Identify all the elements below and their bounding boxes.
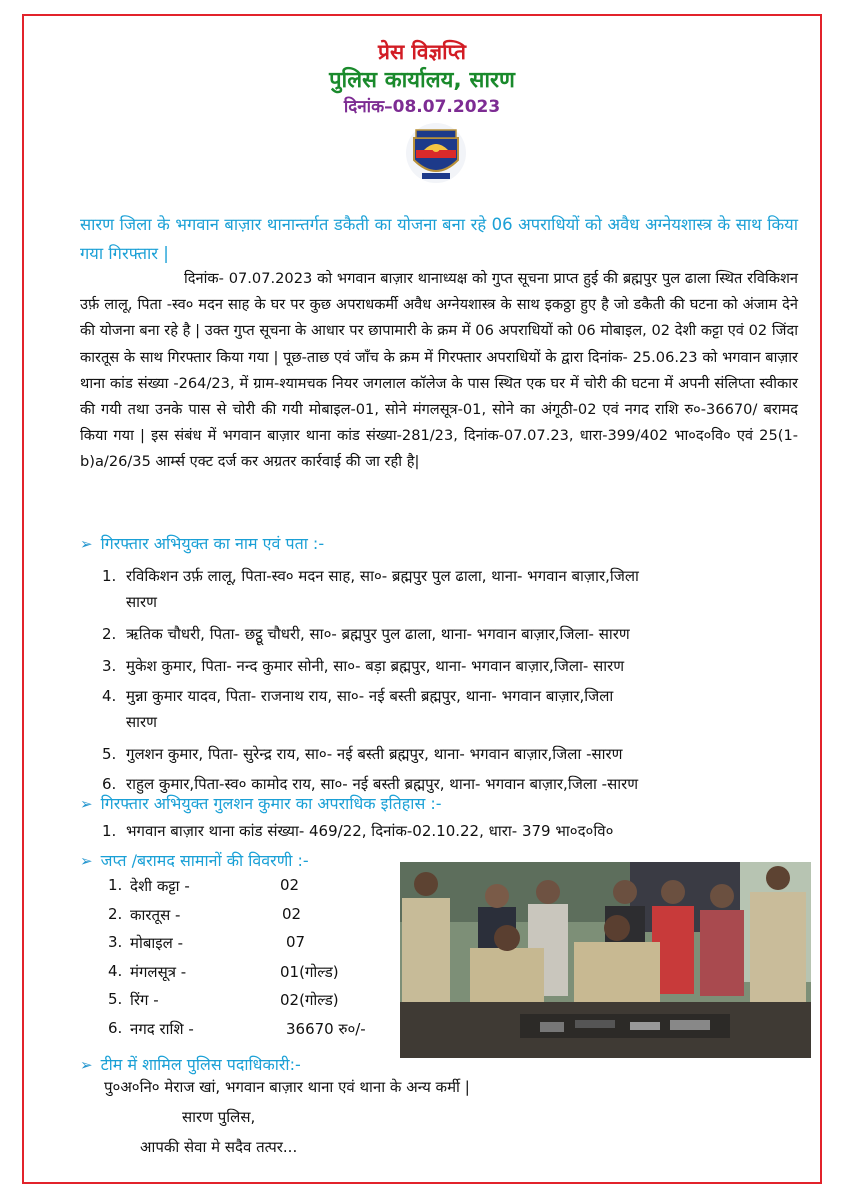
arrow-bullet-icon: ➢ bbox=[80, 852, 93, 870]
arrow-bullet-icon: ➢ bbox=[80, 535, 93, 553]
body-text: दिनांक- 07.07.2023 को भगवान बाज़ार थानाध्यक्ष को गुप्त सूचना प्राप्त हुई की ब्रह्मपुर पुल ढाला स्थित रविकिशन उर्फ़ लालू, पिता -स्व० मदन साह के घर पर कुछ अपराधकर्मी अवैध अग्नेयशास्त्र के साथ इकठ्ठा हुए है जो डकैती की घटना को अंजाम देने की योजना बना रहे है | उक्त गुप्त सूचना के आधार पर छापामारी के क्रम में 06 अपराधियों को 06 मोबाइल, 02 देशी कट्टा एवं 02 जिंदा कारतूस के साथ गिरफ्तार किया गया | पूछ-ताछ एवं जाँच के क्रम में गिरफ्तार अपराधियों के द्वारा दिनांक- 25.06.23 को भगवान बाज़ार थाना कांड संख्या -264/23, में ग्राम-श्यामचक नियर जगलाल कॉलेज के पास स्थित एक घर में चोरी की घटना में अपनी संलिप्ता स्वीकार की गयी तथा उनके पास से चोरी की गयी मोबाइल-01, सोने मंगलसूत्र-01, सोने का अंगूठी-02 एवं नगद राशि रु०-36670/ बरामद किया गया | इस संबंध में भगवान बाज़ार थाना कांड संख्या-281/23, दिनांक-07.07.23, धारा-399/402 भा०द०वि० एवं 25(1-b)a/26/35 आर्म्स एक्ट दर्ज कर अग्रतर कार्रवाई की जा रही है| bbox=[80, 270, 798, 471]
list-item: 5. गुलशन कुमार, पिता- सुरेन्द्र राय, सा०- नई बस्ती ब्रह्मपुर, थाना- भगवान बाज़ार,जिला -सारण bbox=[102, 745, 623, 763]
list-item: 3. मुकेश कुमार, पिता- नन्द कुमार सोनी, सा०- बड़ा ब्रह्मपुर, थाना- भगवान बाज़ार,जिला- सारण bbox=[102, 657, 625, 675]
list-item: 2. कारतूस - 02 bbox=[108, 904, 302, 924]
seized-items-list bbox=[80, 876, 410, 1047]
list-item: 4. मंगलसूत्र - 01(गोल्ड) bbox=[108, 961, 339, 981]
section-seized-heading: ➢ जप्त /बरामद सामानों की विवरणी :- bbox=[80, 851, 309, 870]
list-item: 2. ऋतिक चौधरी, पिता- छट्ठू चौधरी, सा०- ब्रह्मपुर पुल ढाला, थाना- भगवान बाज़ार,जिला- सारण bbox=[102, 625, 630, 643]
body-paragraph bbox=[80, 266, 798, 476]
list-item: 5. रिंग - 02(गोल्ड) bbox=[108, 990, 339, 1009]
arrow-bullet-icon: ➢ bbox=[80, 1056, 93, 1074]
list-item: 4. मुन्ना कुमार यादव, पिता- राजनाथ राय, सा०- नई बस्ती ब्रह्मपुर, थाना- भगवान बाज़ार,जिला सारण bbox=[102, 687, 614, 731]
list-item: 1. भगवान बाज़ार थाना कांड संख्या- 469/22, दिनांक-02.10.22, धारा- 379 भा०द०वि० bbox=[102, 822, 614, 840]
office-title: पुलिस कार्यालय, सारण bbox=[329, 68, 515, 93]
press-release-title: प्रेस विज्ञप्ति bbox=[378, 40, 466, 64]
signoff-tagline: आपकी सेवा मे सदैव तत्पर... bbox=[140, 1138, 298, 1156]
list-item: 3. मोबाइल - 07 bbox=[108, 933, 306, 952]
section-arrested-heading: ➢ गिरफ्तार अभियुक्त का नाम एवं पता :- bbox=[80, 534, 325, 553]
list-item: 1. रविकिशन उर्फ़ लालू, पिता-स्व० मदन साह, सा०- ब्रह्मपुर पुल ढाला, थाना- भगवान बाज़ार,जिला सारण bbox=[102, 567, 639, 611]
section-team-heading: ➢ टीम में शामिल पुलिस पदाधिकारी:- bbox=[80, 1055, 301, 1074]
list-item: 1. देशी कट्टा - 02 bbox=[108, 876, 300, 895]
section-history-heading: ➢ गिरफ्तार अभियुक्त गुलशन कुमार का अपराधिक इतिहास :- bbox=[80, 794, 442, 813]
list-item: 6. नगद राशि - 36670 रु०/- bbox=[108, 1018, 366, 1038]
signoff-name: सारण पुलिस, bbox=[182, 1108, 256, 1126]
arrow-bullet-icon: ➢ bbox=[80, 795, 93, 813]
list-item: 6. राहुल कुमार,पिता-स्व० कामोद राय, सा०- नई बस्ती ब्रह्मपुर, थाना- भगवान बाज़ार,जिला -सारण bbox=[102, 775, 639, 793]
arrested-list bbox=[80, 563, 798, 797]
team-members: पु०अ०नि० मेराज खां, भगवान बाज़ार थाना एवं थाना के अन्य कर्मी | bbox=[104, 1078, 470, 1096]
bihar-police-logo bbox=[404, 120, 468, 184]
history-list bbox=[80, 818, 798, 844]
release-date: दिनांक–08.07.2023 bbox=[343, 97, 501, 117]
arrest-photo bbox=[400, 862, 811, 1058]
news-headline: सारण जिला के भगवान बाज़ार थानान्तर्गत डकैती का योजना बना रहे 06 अपराधियों को अवैध अग्नेयशास्त्र के साथ किया गया गिरफ्तार | bbox=[80, 215, 798, 263]
